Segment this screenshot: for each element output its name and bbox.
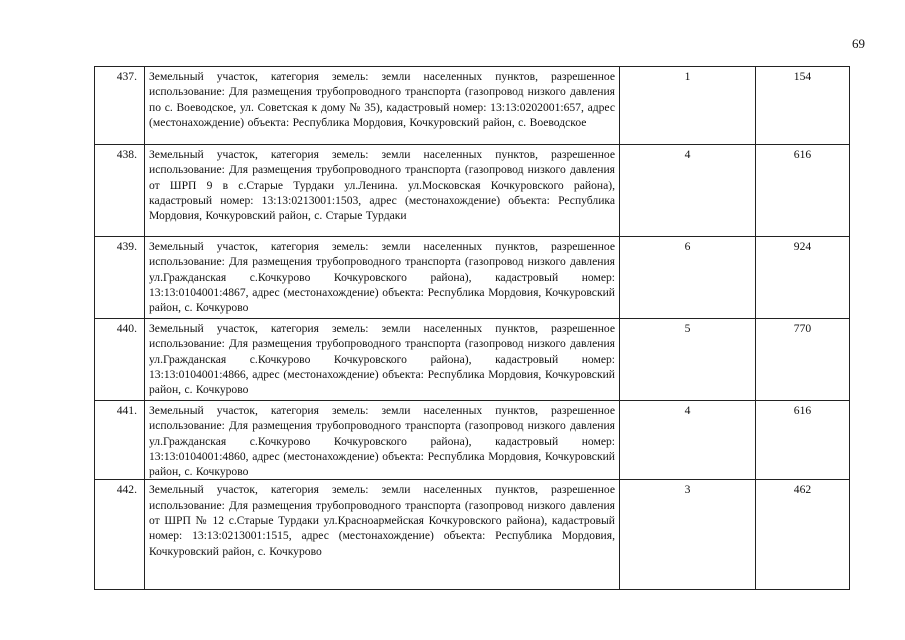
table-row xyxy=(95,67,850,145)
quantity-cell: 5 xyxy=(620,319,756,401)
description-cell: Земельный участок, категория земель: земли населенных пунктов, разрешенное использование: Для размещения трубопроводного транспорта (газопровод низкого давления от ШРП № 12 с.Старые Турдаки ул.Красноармейская Кочкуровского района), кадастровый номер: 13:13:0213001:1515, адрес (местонахождение) объекта: Республика Мордовия, Кочкуровский район, с. Кочкурово xyxy=(145,480,620,590)
area-cell: 462 xyxy=(756,480,850,590)
land-plots-table xyxy=(94,66,850,590)
description-cell: Земельный участок, категория земель: земли населенных пунктов, разрешенное использование: Для размещения трубопроводного транспорта (газопровод низкого давления ул.Гражданская с.Кочкурово Кочкуровского района), кадастровый номер: 13:13:0104001:4860, адрес (местонахождение) объекта: Республика Мордовия, Кочкуровский район, с. Кочкурово xyxy=(145,401,620,480)
description-cell: Земельный участок, категория земель: земли населенных пунктов, разрешенное использование: Для размещения трубопроводного транспорта (газопровод низкого давления по с. Воеводское, ул. Советская к дому № 35), кадастровый номер: 13:13:0202001:657, адрес (местонахождение) объекта: Республика Мордовия, Кочкуровский район, с. Воеводское xyxy=(145,67,620,145)
area-cell: 616 xyxy=(756,401,850,480)
row-number-cell: 438. xyxy=(95,145,145,237)
quantity-cell: 4 xyxy=(620,401,756,480)
row-number-cell: 442. xyxy=(95,480,145,590)
quantity-cell: 4 xyxy=(620,145,756,237)
page-number: 69 xyxy=(852,36,865,51)
quantity-cell: 6 xyxy=(620,237,756,319)
row-number-cell: 437. xyxy=(95,67,145,145)
description-cell: Земельный участок, категория земель: земли населенных пунктов, разрешенное использование: Для размещения трубопроводного транспорта (газопровод низкого давления от ШРП 9 в с.Старые Турдаки ул.Ленина. ул.Московская Кочкуровского района), кадастровый номер: 13:13:0213001:1503, адрес (местонахождение) объекта: Республика Мордовия, Кочкуровский район, с. Старые Турдаки xyxy=(145,145,620,237)
land-plots-table-container xyxy=(94,66,849,590)
area-cell: 616 xyxy=(756,145,850,237)
row-number-cell: 441. xyxy=(95,401,145,480)
row-number-cell: 439. xyxy=(95,237,145,319)
table-row xyxy=(95,401,850,480)
table-row xyxy=(95,319,850,401)
area-cell: 154 xyxy=(756,67,850,145)
table-row xyxy=(95,145,850,237)
quantity-cell: 3 xyxy=(620,480,756,590)
quantity-cell: 1 xyxy=(620,67,756,145)
area-cell: 924 xyxy=(756,237,850,319)
description-cell: Земельный участок, категория земель: земли населенных пунктов, разрешенное использование: Для размещения трубопроводного транспорта (газопровод низкого давления ул.Гражданская с.Кочкурово Кочкуровского района), кадастровый номер: 13:13:0104001:4866, адрес (местонахождение) объекта: Республика Мордовия, Кочкуровский район, с. Кочкурово xyxy=(145,319,620,401)
table-row xyxy=(95,237,850,319)
description-cell: Земельный участок, категория земель: земли населенных пунктов, разрешенное использование: Для размещения трубопроводного транспорта (газопровод низкого давления ул.Гражданская с.Кочкурово Кочкуровского района), кадастровый номер: 13:13:0104001:4867, адрес (местонахождение) объекта: Республика Мордовия, Кочкуровский район, с. Кочкурово xyxy=(145,237,620,319)
table-row xyxy=(95,480,850,590)
row-number-cell: 440. xyxy=(95,319,145,401)
area-cell: 770 xyxy=(756,319,850,401)
